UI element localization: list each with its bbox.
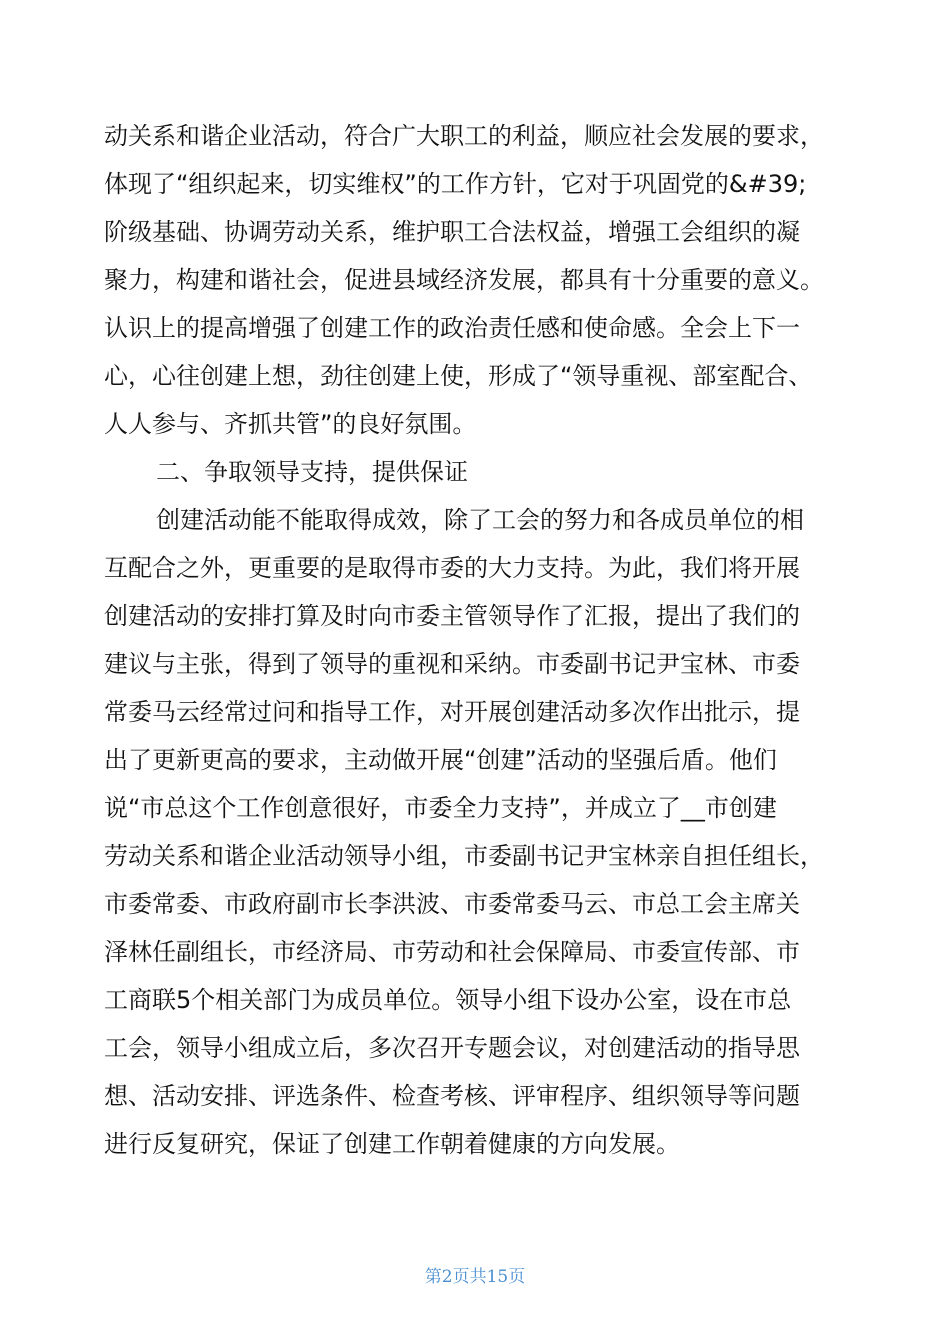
body-line-4: 聚力，构建和谐社会，促进县域经济发展，都具有十分重要的意义。 <box>104 266 824 294</box>
body-line-19: 工商联5个相关部门为成员单位。领导小组下设办公室，设在市总 <box>104 986 792 1014</box>
body-line-13: 常委马云经常过问和指导工作，对开展创建活动多次作出批示，提 <box>104 698 800 726</box>
body-line-11: 创建活动的安排打算及时向市委主管领导作了汇报，提出了我们的 <box>104 602 800 630</box>
body-line-1: 动关系和谐企业活动，符合广大职工的利益，顺应社会发展的要求， <box>104 122 824 150</box>
body-line-18: 泽林任副组长，市经济局、市劳动和社会保障局、市委宣传部、市 <box>104 938 800 966</box>
body-line-10: 互配合之外，更重要的是取得市委的大力支持。为此，我们将开展 <box>104 554 800 582</box>
body-line-5: 认识上的提高增强了创建工作的政治责任感和使命感。全会上下一 <box>104 314 800 342</box>
body-line-6: 心，心往创建上想，劲往创建上使，形成了“领导重视、部室配合、 <box>104 362 813 390</box>
body-line-16: 劳动关系和谐企业活动领导小组，市委副书记尹宝林亲自担任组长， <box>104 842 824 870</box>
body-line-20: 工会，领导小组成立后，多次召开专题会议，对创建活动的指导思 <box>104 1034 800 1062</box>
body-line-3: 阶级基础、协调劳动关系，维护职工合法权益，增强工会组织的凝 <box>104 218 800 246</box>
body-line-7: 人人参与、齐抓共管”的良好氛围。 <box>104 410 477 438</box>
body-line-2: 体现了“组织起来，切实维权”的工作方针，它对于巩固党的&#39; <box>104 170 807 198</box>
body-line-14: 出了更新更高的要求，主动做开展“创建”活动的坚强后盾。他们 <box>104 746 777 774</box>
page-number: 第2页共15页 <box>424 1267 526 1287</box>
body-line-15: 说“市总这个工作创意很好，市委全力支持”，并成立了__市创建 <box>104 794 777 822</box>
body-line-9: 创建活动能不能取得成效，除了工会的努力和各成员单位的相 <box>156 506 804 534</box>
body-line-12: 建议与主张，得到了领导的重视和采纳。市委副书记尹宝林、市委 <box>104 650 800 678</box>
body-line-17: 市委常委、市政府副市长李洪波、市委常委马云、市总工会主席关 <box>104 890 800 918</box>
section-heading: 二、争取领导支持，提供保证 <box>156 458 468 486</box>
document-body <box>104 112 864 1168</box>
body-line-22: 进行反复研究，保证了创建工作朝着健康的方向发展。 <box>104 1130 680 1158</box>
body-line-21: 想、活动安排、评选条件、检查考核、评审程序、组织领导等问题 <box>104 1082 800 1110</box>
